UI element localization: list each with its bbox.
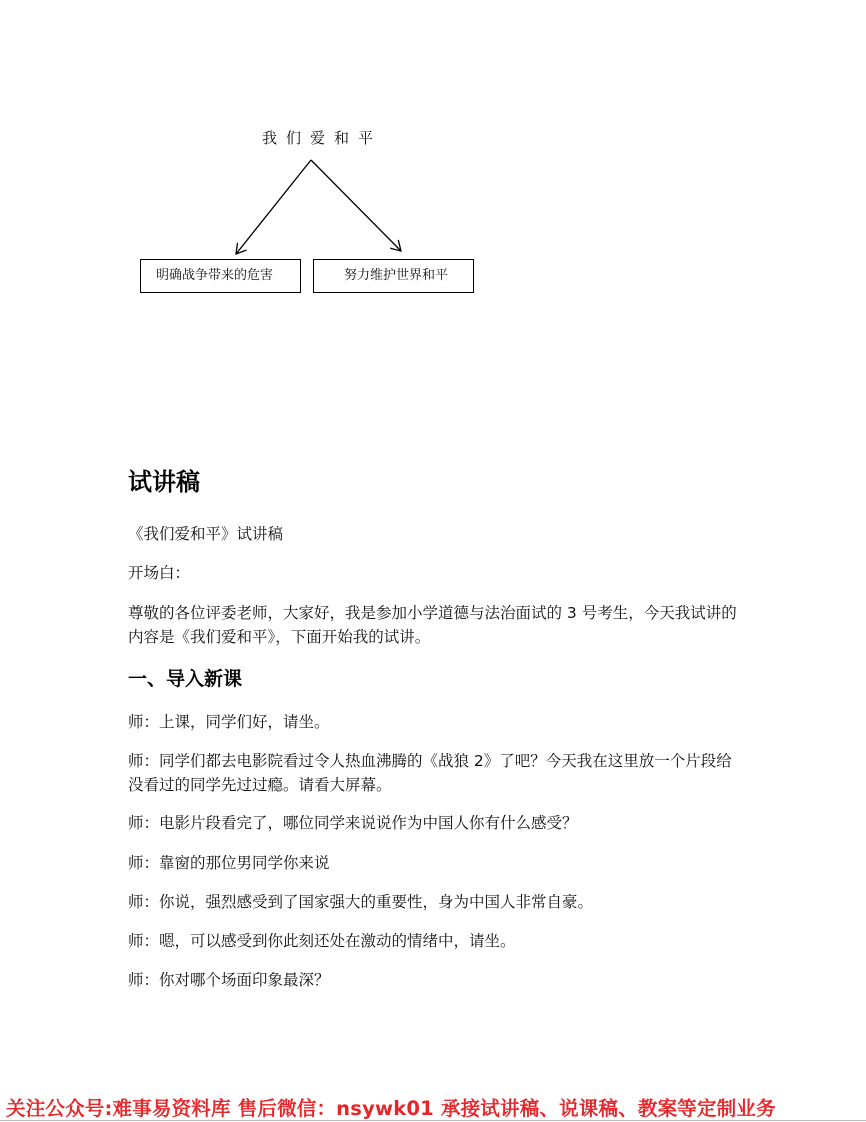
paragraph: 师：你对哪个场面印象最深？ — [128, 971, 330, 989]
opening-label: 开场白： — [128, 564, 191, 582]
paragraph: 师：同学们都去电影院看过令人热血沸腾的《战狼 2》了吧？今天我在这里放一个片段给没看过的同学先过过瘾。请看大屏幕。 — [128, 752, 732, 794]
paragraph: 师：靠窗的那位男同学你来说 — [128, 854, 330, 872]
paragraph: 师：嗯，可以感受到你此刻还处在激动的情绪中，请坐。 — [128, 932, 516, 950]
diagram-box-harm: 明确战争带来的危害 — [140, 259, 301, 293]
page-title: 试讲稿 — [128, 468, 200, 496]
footer-divider — [0, 1120, 866, 1121]
watermark-footer: 关注公众号:难事易资料库 售后微信：nsywk01 承接试讲稿、说课稿、教案等定制业务 — [6, 1097, 776, 1120]
concept-diagram — [0, 0, 866, 320]
paragraph: 师：上课，同学们好，请坐。 — [128, 713, 330, 731]
diagram-box-peace: 努力维护世界和平 — [313, 259, 474, 293]
paragraph: 师：你说，强烈感受到了国家强大的重要性，身为中国人非常自豪。 — [128, 893, 594, 911]
paragraph: 师：电影片段看完了，哪位同学来说说作为中国人你有什么感受？ — [128, 814, 578, 832]
diagram-title: 我们爱和平 — [262, 129, 383, 147]
section-heading-intro: 一、导入新课 — [128, 668, 243, 690]
lesson-subtitle: 《我们爱和平》试讲稿 — [128, 525, 284, 543]
opening-text: 尊敬的各位评委老师，大家好，我是参加小学道德与法治面试的 3 号考生，今天我试讲的内容是《我们爱和平》，下面开始我的试讲。 — [128, 604, 737, 646]
